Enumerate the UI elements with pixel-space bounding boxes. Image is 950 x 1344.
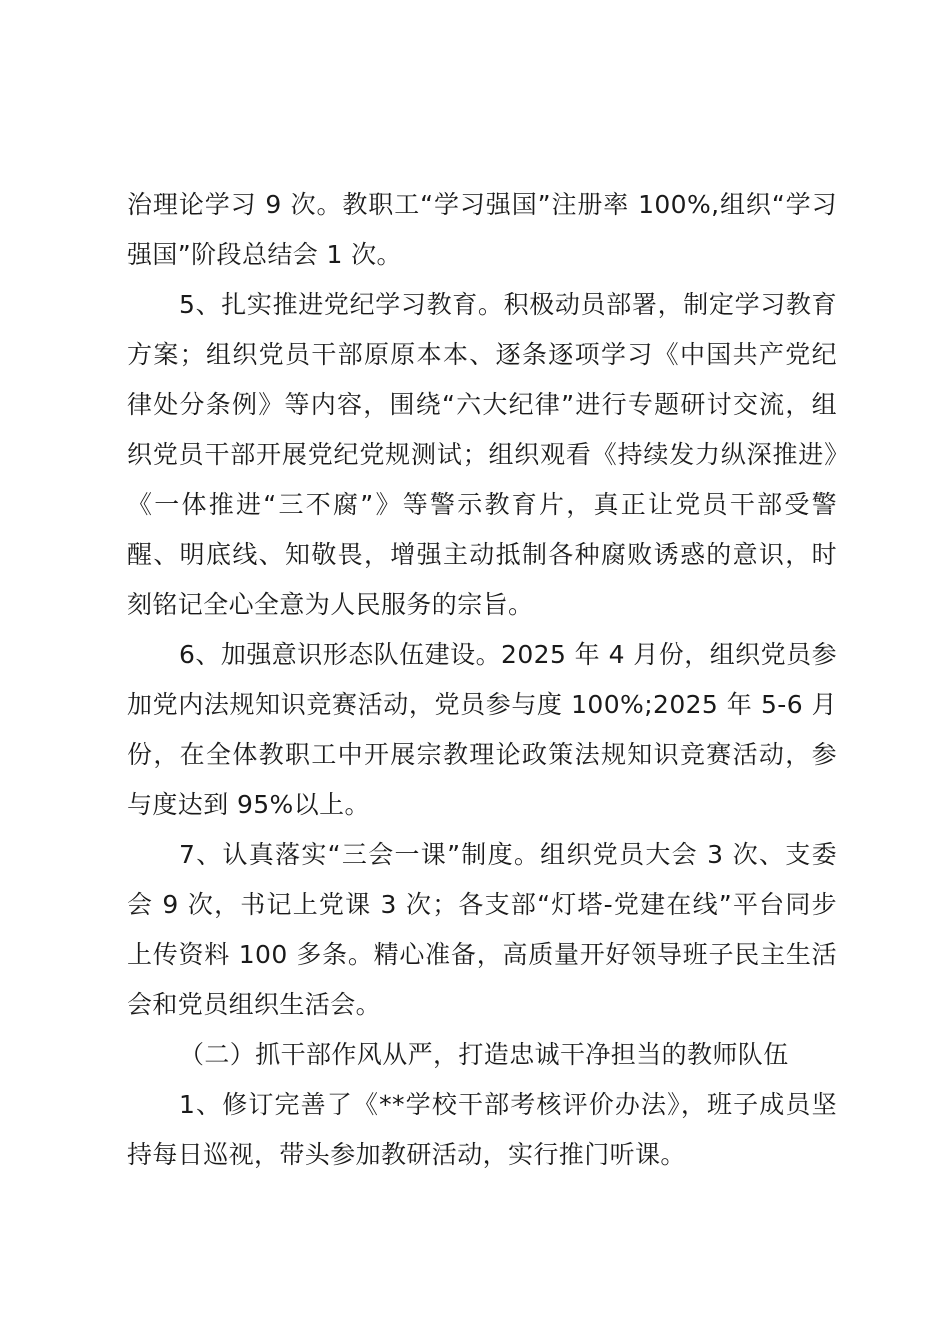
paragraph-item-5-party-discipline: 5、扎实推进党纪学习教育。积极动员部署，制定学习教育方案；组织党员干部原原本本、逐条逐项学习《中国共产党纪律处分条例》等内容，围绕“六大纪律”进行专题研讨交流，组织党员干部开展党纪党规测试；组织观看《持续发力纵深推进》《一体推进“三不腐”》等警示教育片，真正让党员干部受警醒、明底线、知敬畏，增强主动抵制各种腐败诱惑的意识，时刻铭记全心全意为人民服务的宗旨。: [127, 290, 837, 619]
paragraph-item-6-ideology-team: 6、加强意识形态队伍建设。2025 年 4 月份，组织党员参加党内法规知识竞赛活动，党员参与度 100%;2025 年 5-6 月份，在全体教职工中开展宗教理论政策法规知识竞赛活动，参与度达到 95%以上。: [127, 640, 837, 819]
section-heading-cadre-style: （二）抓干部作风从严，打造忠诚干净担当的教师队伍: [179, 1040, 789, 1069]
paragraph-item-1-cadre-evaluation: 1、修订完善了《**学校干部考核评价办法》，班子成员坚持每日巡视，带头参加教研活动，实行推门听课。: [127, 1090, 837, 1169]
paragraph-continued-study-stats: 治理论学习 9 次。教职工“学习强国”注册率 100%,组织“学习强国”阶段总结会 1 次。: [127, 190, 837, 269]
paragraph-item-7-three-meetings: 7、认真落实“三会一课”制度。组织党员大会 3 次、支委会 9 次，书记上党课 3 次；各支部“灯塔-党建在线”平台同步上传资料 100 多条。精心准备，高质量开好领导班子民主生活会和党员组织生活会。: [127, 840, 837, 1019]
document-body: [127, 180, 837, 1180]
